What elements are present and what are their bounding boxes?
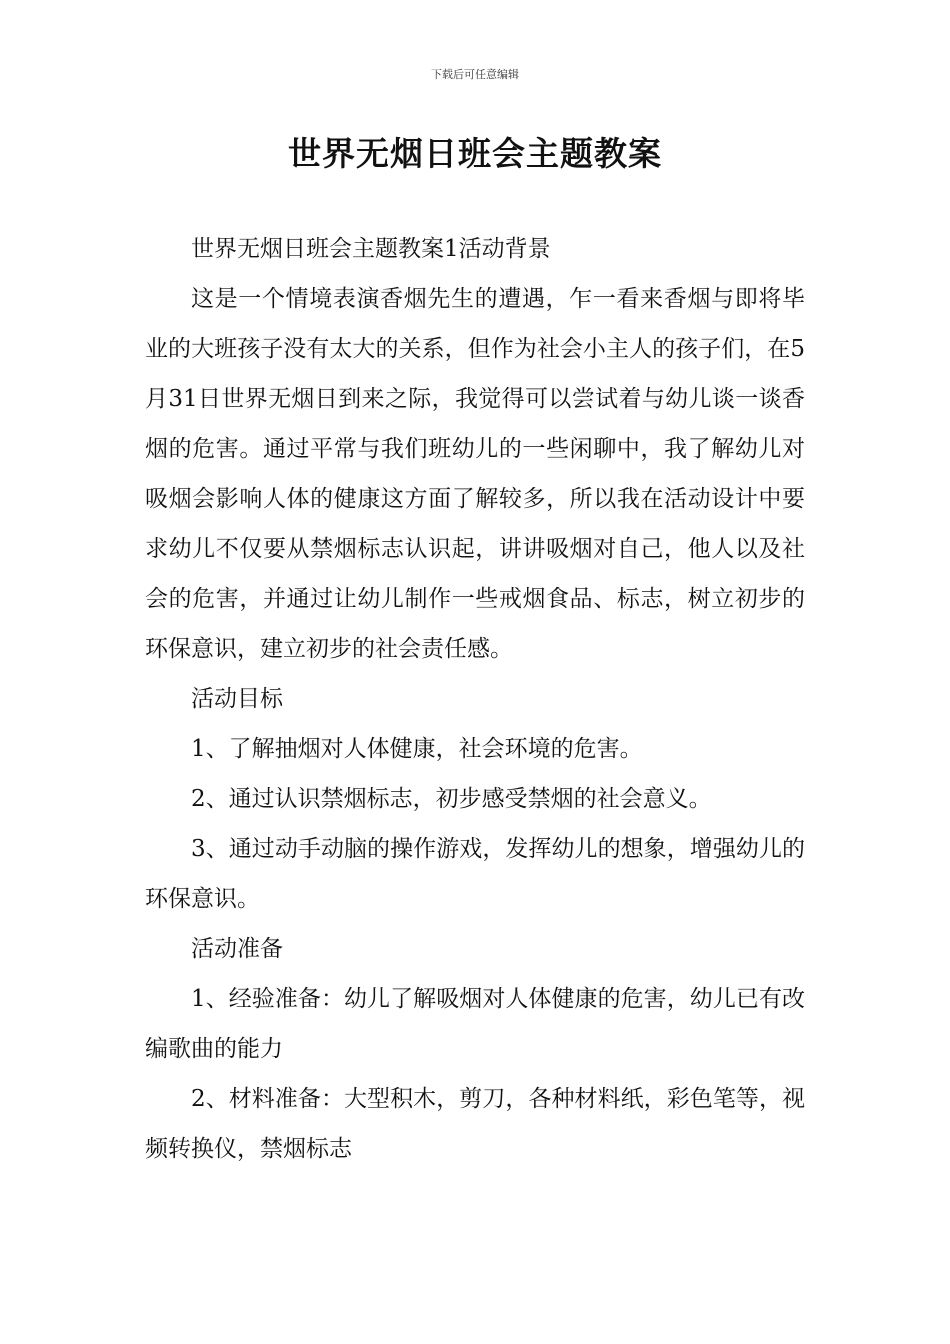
- preparation-item-1: 1、经验准备：幼儿了解吸烟对人体健康的危害，幼儿已有改编歌曲的能力: [145, 986, 805, 1062]
- goal-item-1: 1、了解抽烟对人体健康，社会环境的危害。: [191, 736, 643, 762]
- section-heading-preparation: 活动准备: [191, 936, 283, 962]
- document-title: 世界无烟日班会主题教案: [288, 134, 662, 173]
- goal-item-2: 2、通过认识禁烟标志，初步感受禁烟的社会意义。: [191, 786, 712, 812]
- background-paragraph: 这是一个情境表演香烟先生的遭遇，乍一看来香烟与即将毕业的大班孩子没有太大的关系，但作为社会小主人的孩子们，在5月31日世界无烟日到来之际，我觉得可以尝试着与幼儿谈一谈香烟的危害。通过平常与我们班幼儿的一些闲聊中，我了解幼儿对吸烟会影响人体的健康这方面了解较多，所以我在活动设计中要求幼儿不仅要从禁烟标志认识起，讲讲吸烟对自己，他人以及社会的危害，并通过让幼儿制作一些戒烟食品、标志，树立初步的环保意识，建立初步的社会责任感。: [145, 286, 805, 662]
- goal-item-3: 3、通过动手动脑的操作游戏，发挥幼儿的想象，增强幼儿的环保意识。: [145, 836, 805, 912]
- preparation-item-2: 2、材料准备：大型积木，剪刀，各种材料纸，彩色笔等，视频转换仪，禁烟标志: [145, 1086, 805, 1162]
- section-heading-background: 世界无烟日班会主题教案1活动背景: [191, 236, 551, 262]
- document-body: [145, 224, 805, 1174]
- section-heading-goals: 活动目标: [191, 686, 283, 712]
- header-note: 下载后可任意编辑: [431, 68, 519, 81]
